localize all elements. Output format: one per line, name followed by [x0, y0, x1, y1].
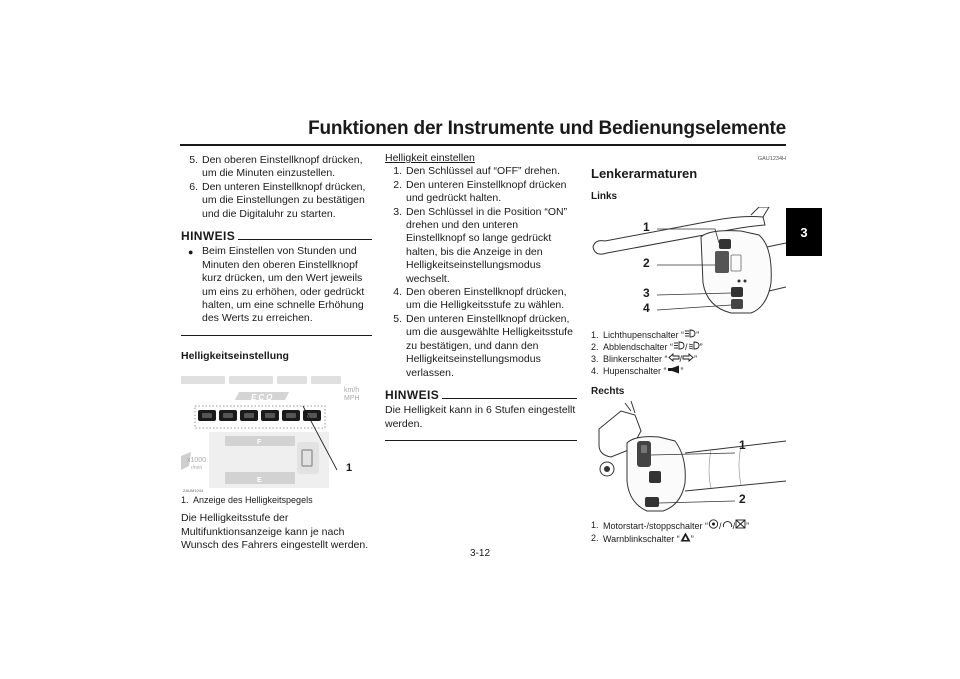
hinweis-bullet	[181, 245, 372, 325]
hinweis-end-rule	[181, 335, 372, 336]
caption-text: Anzeige des Helligkeitspegels	[193, 495, 313, 506]
right-callout-1: 1	[739, 437, 746, 452]
caption-text-pre: Lichthupenschalter “	[603, 330, 685, 341]
chapter-tab: 3	[786, 208, 822, 256]
level-block-inner	[286, 413, 296, 418]
level-block-inner	[244, 413, 254, 418]
right-callout-2: 2	[739, 491, 746, 506]
step-number: 6.	[189, 180, 198, 193]
caption-text-pre: Blinkerschalter “	[603, 354, 668, 365]
high-beam-icon	[673, 341, 685, 350]
step-number: 5.	[189, 154, 198, 166]
engine-stop-start-switch	[637, 441, 651, 467]
rpm-units-label: x1000	[187, 457, 207, 465]
step-text: Den oberen Einstellknopf drücken, um die Minuten einzustellen.	[202, 154, 363, 180]
step-text: Den Schlüssel auf “OFF” drehen.	[406, 165, 561, 178]
start-button	[649, 471, 661, 483]
step-text: Den unteren Einstellknopf drücken und gedrückt halten.	[406, 178, 567, 205]
brightness-paragraph: Die Helligkeitsstufe der Multifunktionsanzeige kann je nach Wunsch des Fahrers eingestellt werden.	[181, 512, 369, 552]
rechts-label: Rechts	[591, 386, 625, 398]
level-block-inner	[202, 413, 212, 418]
caption-text-post: ”	[680, 366, 684, 377]
engine-stop-icon	[735, 519, 746, 529]
column-2	[385, 150, 577, 441]
mirror-stem	[751, 207, 769, 217]
caption-number: 2.	[591, 342, 599, 353]
step-text: Den Schlüssel in die Position “ON” drehen und den unteren Einstellknopf so lange gedrückt halten, bis die Anzeige in den Helligkeitseinstellungsmodus wechselt.	[406, 205, 568, 285]
level-block-inner	[307, 413, 317, 418]
step-text: Den oberen Einstellknopf drücken, um die Helligkeitsstufe zu wählen.	[406, 286, 567, 312]
turn-right-icon	[682, 353, 694, 362]
hazard-switch	[645, 497, 659, 507]
step-number: 5.	[393, 312, 402, 325]
step-number: 2.	[393, 178, 402, 191]
horn-switch	[731, 299, 743, 309]
caption-text-post: ”	[696, 330, 700, 341]
column-3	[591, 150, 786, 545]
left-callout-4: 4	[643, 301, 650, 316]
step-item	[385, 165, 577, 178]
fuel-empty-label: E	[257, 477, 262, 485]
step-number: 3.	[393, 205, 402, 218]
engine-run-icon	[722, 519, 733, 529]
left-handlebar-illustration	[591, 207, 786, 327]
right-figure-caption	[591, 519, 786, 545]
caption-item: 3. Blinkerschalter “ / ”	[591, 354, 698, 365]
hinweis-bullet-text: Beim Einstellen von Stunden und Minuten den oberen Einstellknopf kurz drücken, um den Wert jeweils um eins zu erhöhen, oder gedrückt halten, um eine schnelle Erhöhung des Werts zu erreichen.	[202, 245, 365, 325]
step-item	[181, 154, 372, 181]
engine-start-icon	[708, 519, 719, 529]
header-rule	[180, 144, 786, 146]
caption-number: 4.	[591, 366, 599, 377]
caption-text-post: ”	[699, 342, 703, 353]
speed-segment	[277, 376, 307, 384]
hinweis-header	[385, 389, 577, 402]
fuel-full-label: F	[257, 439, 262, 447]
mount-bolt-center	[604, 466, 610, 472]
turn-signal-switch	[731, 287, 743, 297]
caption-text-pre: Hupenschalter “	[603, 366, 667, 377]
step-item	[181, 181, 372, 221]
step-number: 4.	[393, 286, 402, 299]
caption-item: 1. Motorstart-/stoppschalter “ / / ”	[591, 519, 750, 531]
caption-text-pre: Abblendschalter “	[603, 342, 674, 353]
step-item	[385, 313, 577, 380]
instrument-figure	[181, 370, 372, 492]
level-block-inner	[265, 413, 275, 418]
grip-ridge	[709, 446, 741, 488]
caption-text-post: ”	[694, 354, 698, 365]
switch-highlight	[641, 445, 647, 453]
page-number: 3-12	[469, 548, 490, 559]
caption-item	[591, 365, 786, 377]
section-title: Lenkerarmaturen	[591, 166, 698, 182]
caption-number: 1.	[591, 330, 599, 341]
column-1	[181, 150, 372, 553]
speed-units-label: km/h	[344, 387, 360, 395]
caption-item	[591, 329, 786, 341]
rpm-units-label-2: r/min	[191, 465, 203, 472]
eco-label: ECO	[251, 393, 275, 403]
passing-switch	[719, 239, 731, 249]
low-beam-icon	[688, 341, 700, 350]
step-number: 1.	[393, 165, 402, 178]
indicator-dot	[744, 280, 747, 283]
high-beam-icon	[684, 329, 696, 338]
turn-left-icon	[668, 353, 680, 362]
speed-segment	[181, 376, 225, 384]
step-text: Den unteren Einstellknopf drücken, um die Einstellungen zu bestätigen und die Digitaluhr zu starten.	[202, 180, 366, 220]
caption-item	[181, 494, 372, 506]
caption-item: 2. Abblendschalter “ / ”	[591, 342, 703, 353]
step-item	[385, 286, 577, 313]
hinweis-label: HINWEIS	[181, 229, 236, 244]
speed-units-label-2: MPH	[344, 395, 360, 403]
right-handlebar-figure	[591, 401, 786, 517]
left-callout-1: 1	[643, 220, 650, 235]
hazard-icon	[680, 532, 691, 542]
speed-segment	[229, 376, 273, 384]
caption-text-post: ”	[690, 533, 694, 544]
hinweis-text: Die Helligkeit kann in 6 Stufen eingestellt werden.	[385, 404, 576, 430]
section-code: GAU1234H	[757, 156, 786, 162]
page-header-title: Funktionen der Instrumente und Bedienungselemente	[308, 118, 786, 139]
links-label: Links	[591, 190, 618, 202]
left-figure-caption	[591, 329, 786, 377]
caption-text-post: ”	[746, 520, 750, 531]
caption-text-pre: Motorstart-/stoppschalter “	[603, 520, 709, 531]
hinweis-rule	[442, 398, 577, 399]
caption-number: 2.	[591, 532, 599, 543]
brightness-heading: Helligkeit einstellen	[385, 152, 475, 164]
left-handlebar-figure	[591, 207, 786, 327]
figure-code: ZAUM1044	[183, 488, 204, 494]
step-text: Den unteren Einstellknopf drücken, um die ausgewählte Helligkeitsstufe zu bestätigen, und dann den Helligkeitseinstellungsmodus verlassen.	[406, 312, 573, 379]
throttle-grip	[685, 437, 786, 491]
step-item	[385, 206, 577, 286]
left-callout-3: 3	[643, 286, 650, 301]
figure-callout-1: 1	[346, 462, 353, 475]
hinweis-rule	[238, 239, 372, 240]
brightness-subheading: Helligkeitseinstellung	[181, 349, 289, 362]
step-item	[385, 179, 577, 206]
caption-item	[591, 532, 786, 545]
hinweis-label: HINWEIS	[385, 387, 440, 402]
bullet-dot-icon: ●	[188, 247, 194, 258]
speed-segment	[311, 376, 341, 384]
figure-caption	[181, 494, 372, 506]
caption-text-pre: Warnblinkschalter “	[603, 533, 680, 544]
horn-icon	[667, 365, 681, 374]
level-block-inner	[223, 413, 233, 418]
caption-number: 1.	[591, 519, 599, 530]
hinweis-header	[181, 230, 372, 243]
left-callout-2: 2	[643, 256, 650, 271]
right-handlebar-illustration	[591, 401, 786, 517]
headlight-switch	[715, 251, 729, 273]
caption-number: 3.	[591, 354, 599, 365]
hinweis-end-rule	[385, 440, 577, 441]
fuel-gauge	[297, 442, 319, 474]
lever-stem	[625, 401, 635, 413]
indicator-dot	[738, 280, 741, 283]
caption-number: 1.	[181, 495, 189, 506]
